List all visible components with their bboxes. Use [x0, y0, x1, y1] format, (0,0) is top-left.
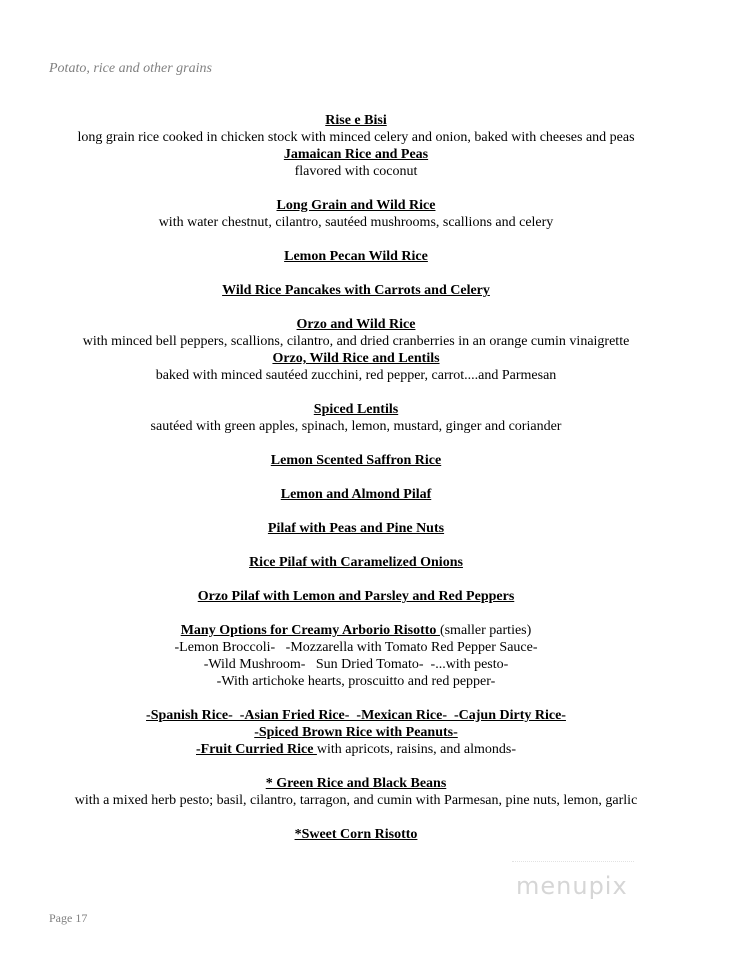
- risotto-option-line: -Lemon Broccoli- -Mozzarella with Tomato Red Pepper Sauce-: [174, 640, 538, 655]
- menu-item-name: Jamaican Rice and Peas: [283, 147, 429, 162]
- menu-item-description: baked with minced sautéed zucchini, red pepper, carrot....and Parmesan: [155, 368, 557, 383]
- page-number: Page 17: [49, 911, 88, 925]
- page-section-title: Potato, rice and other grains: [49, 61, 212, 76]
- fruit-curried-rice: [0, 741, 712, 758]
- menu-item-description: with water chestnut, cilantro, sautéed mushrooms, scallions and celery: [158, 215, 554, 230]
- menu-item-name: Orzo Pilaf with Lemon and Parsley and Red Peppers: [197, 589, 515, 604]
- menu-item-name: -Fruit Curried Rice: [196, 742, 317, 757]
- menu-item-name: Orzo, Wild Rice and Lentils: [272, 351, 440, 366]
- menu-item-name: Spiced Lentils: [313, 402, 399, 417]
- menu-item-description: long grain rice cooked in chicken stock with minced celery and onion, baked with cheeses and peas: [77, 130, 635, 145]
- menu-item-name: Lemon and Almond Pilaf: [280, 487, 432, 502]
- risotto-option-line: -With artichoke hearts, proscuitto and red pepper-: [216, 674, 496, 689]
- menu-item-note: (smaller parties): [439, 623, 532, 638]
- menu-item-name: Lemon Pecan Wild Rice: [284, 249, 428, 264]
- menu-item-description: with a mixed herb pesto; basil, cilantro, tarragon, and cumin with Parmesan, pine nuts, lemon, garlic: [74, 793, 638, 808]
- menu-item-name: *Sweet Corn Risotto: [294, 827, 418, 842]
- menu-item-name: Long Grain and Wild Rice: [276, 198, 436, 213]
- menupix-watermark: menupix: [516, 872, 628, 900]
- watermark-divider: [512, 861, 634, 862]
- menu-item-name: * Green Rice and Black Beans: [265, 776, 447, 791]
- rice-specials-line: -Spanish Rice- -Asian Fried Rice- -Mexican Rice- -Cajun Dirty Rice-: [146, 708, 566, 723]
- menu-item-name: Lemon Scented Saffron Rice: [270, 453, 442, 468]
- menu-item-name: Orzo and Wild Rice: [296, 317, 416, 332]
- menu-list: [0, 112, 712, 843]
- menu-item-description: sautéed with green apples, spinach, lemon, mustard, ginger and coriander: [150, 419, 562, 434]
- menu-item-name: Rice Pilaf with Caramelized Onions: [249, 555, 463, 570]
- risotto-option-line: -Wild Mushroom- Sun Dried Tomato- -...with pesto-: [203, 657, 509, 672]
- menu-item-name: Pilaf with Peas and Pine Nuts: [267, 521, 445, 536]
- risotto-heading: [0, 622, 712, 639]
- menu-item-description: with minced bell peppers, scallions, cilantro, and dried cranberries in an orange cumin vinaigrette: [82, 334, 630, 349]
- menu-item-name: Many Options for Creamy Arborio Risotto: [180, 623, 440, 638]
- menu-item-name: Rise e Bisi: [325, 113, 387, 128]
- rice-specials-line: -Spiced Brown Rice with Peanuts-: [254, 725, 458, 740]
- menu-item-description: with apricots, raisins, and almonds-: [316, 742, 516, 757]
- menu-item-name: Wild Rice Pancakes with Carrots and Celery: [222, 283, 490, 298]
- menu-item-description: flavored with coconut: [294, 164, 418, 179]
